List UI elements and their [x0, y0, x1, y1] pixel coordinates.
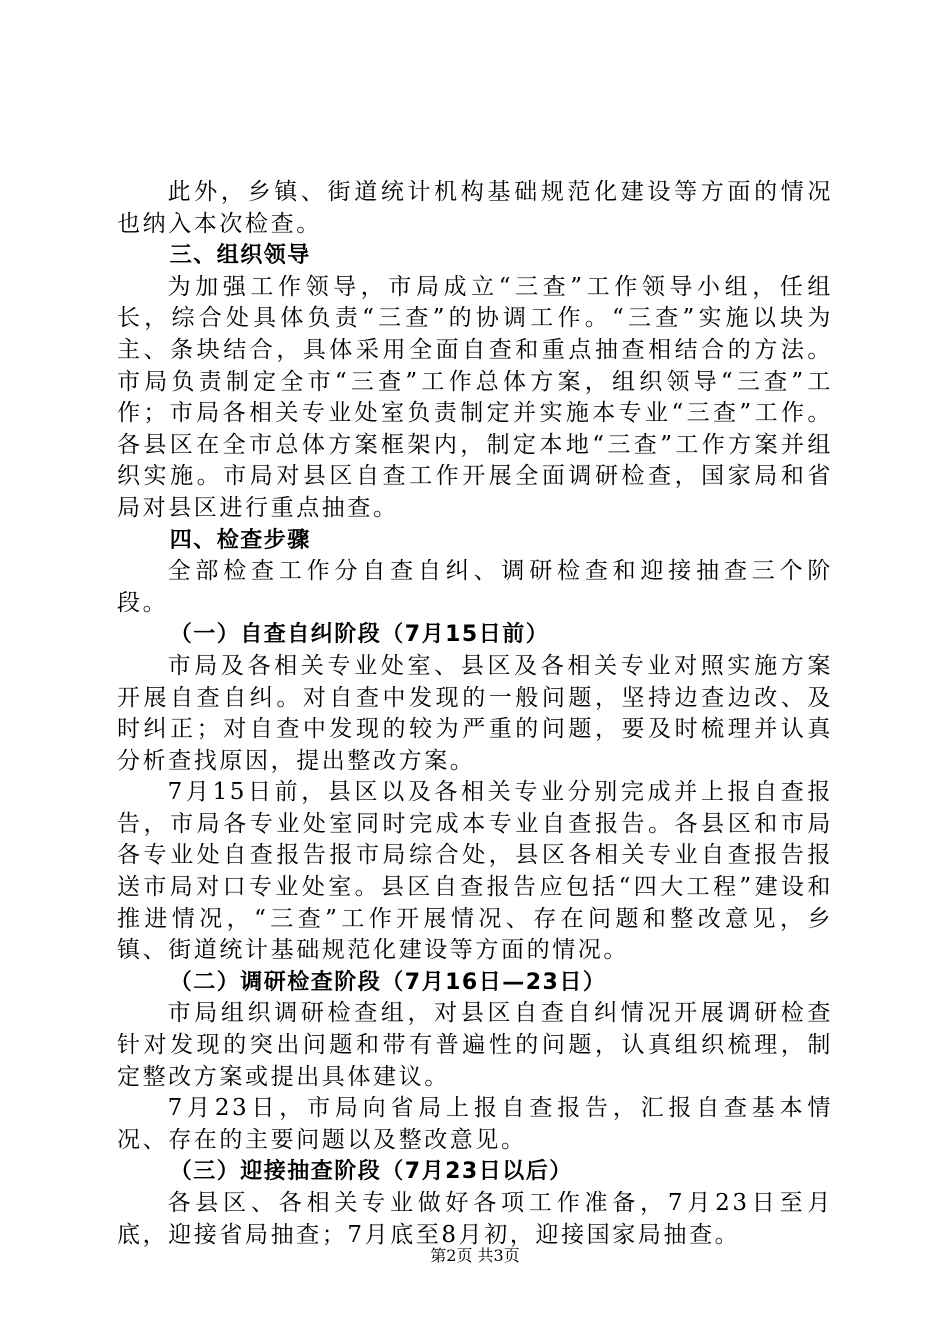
body-paragraph: 此外，乡镇、街道统计机构基础规范化建设等方面的情况也纳入本次检查。 [117, 179, 833, 237]
document-body [117, 177, 833, 1251]
body-paragraph: 为加强工作领导，市局成立“三查”工作领导小组，任组长，综合处具体负责“三查”的协调工作。“三查”实施以块为主、条块结合，具体采用全面自查和重点抽查相结合的方法。市局负责制定全市“三查”工作总体方案，组织领导“三查”工作；市局各相关专业处室负责制定并实施本专业“三查”工作。各县区在全市总体方案框架内，制定本地“三查”工作方案并组织实施。市局对县区自查工作开展全面调研检查，国家局和省局对县区进行重点抽查。 [117, 273, 833, 521]
body-paragraph: 各县区、各相关专业做好各项工作准备，7月23日至月底，迎接省局抽查；7月底至8月初，迎接国家局抽查。 [117, 1190, 833, 1248]
page-number-footer: 第2页 共3页 [430, 1246, 520, 1265]
subsection-heading: （二）调研检查阶段（7月16日—23日） [169, 969, 607, 995]
subsection-heading: （三）迎接抽查阶段（7月23日以后） [169, 1159, 573, 1185]
section-heading: 三、组织领导 [169, 243, 311, 269]
section-heading: 四、检查步骤 [169, 527, 311, 553]
body-paragraph: 市局及各相关专业处室、县区及各相关专业对照实施方案开展自查自纠。对自查中发现的一般问题，坚持边查边改、及时纠正；对自查中发现的较为严重的问题，要及时梳理并认真分析查找原因，提出整改方案。 [117, 652, 833, 774]
body-paragraph: 7月23日，市局向省局上报自查报告，汇报自查基本情况、存在的主要问题以及整改意见。 [117, 1095, 833, 1153]
body-paragraph: 7月15日前，县区以及各相关专业分别完成并上报自查报告，市局各专业处室同时完成本专业自查报告。各县区和市局各专业处自查报告报市局综合处，县区各相关专业自查报告报送市局对口专业处室。县区自查报告应包括“四大工程”建设和推进情况，“三查”工作开展情况、存在问题和整改意见，乡镇、街道统计基础规范化建设等方面的情况。 [117, 779, 833, 964]
body-paragraph: 全部检查工作分自查自纠、调研检查和迎接抽查三个阶段。 [117, 558, 833, 616]
subsection-heading: （一）自查自纠阶段（7月15日前） [169, 622, 550, 648]
body-paragraph: 市局组织调研检查组，对县区自查自纠情况开展调研检查针对发现的突出问题和带有普遍性的问题，认真组织梳理，制定整改方案或提出具体建议。 [117, 1000, 833, 1090]
